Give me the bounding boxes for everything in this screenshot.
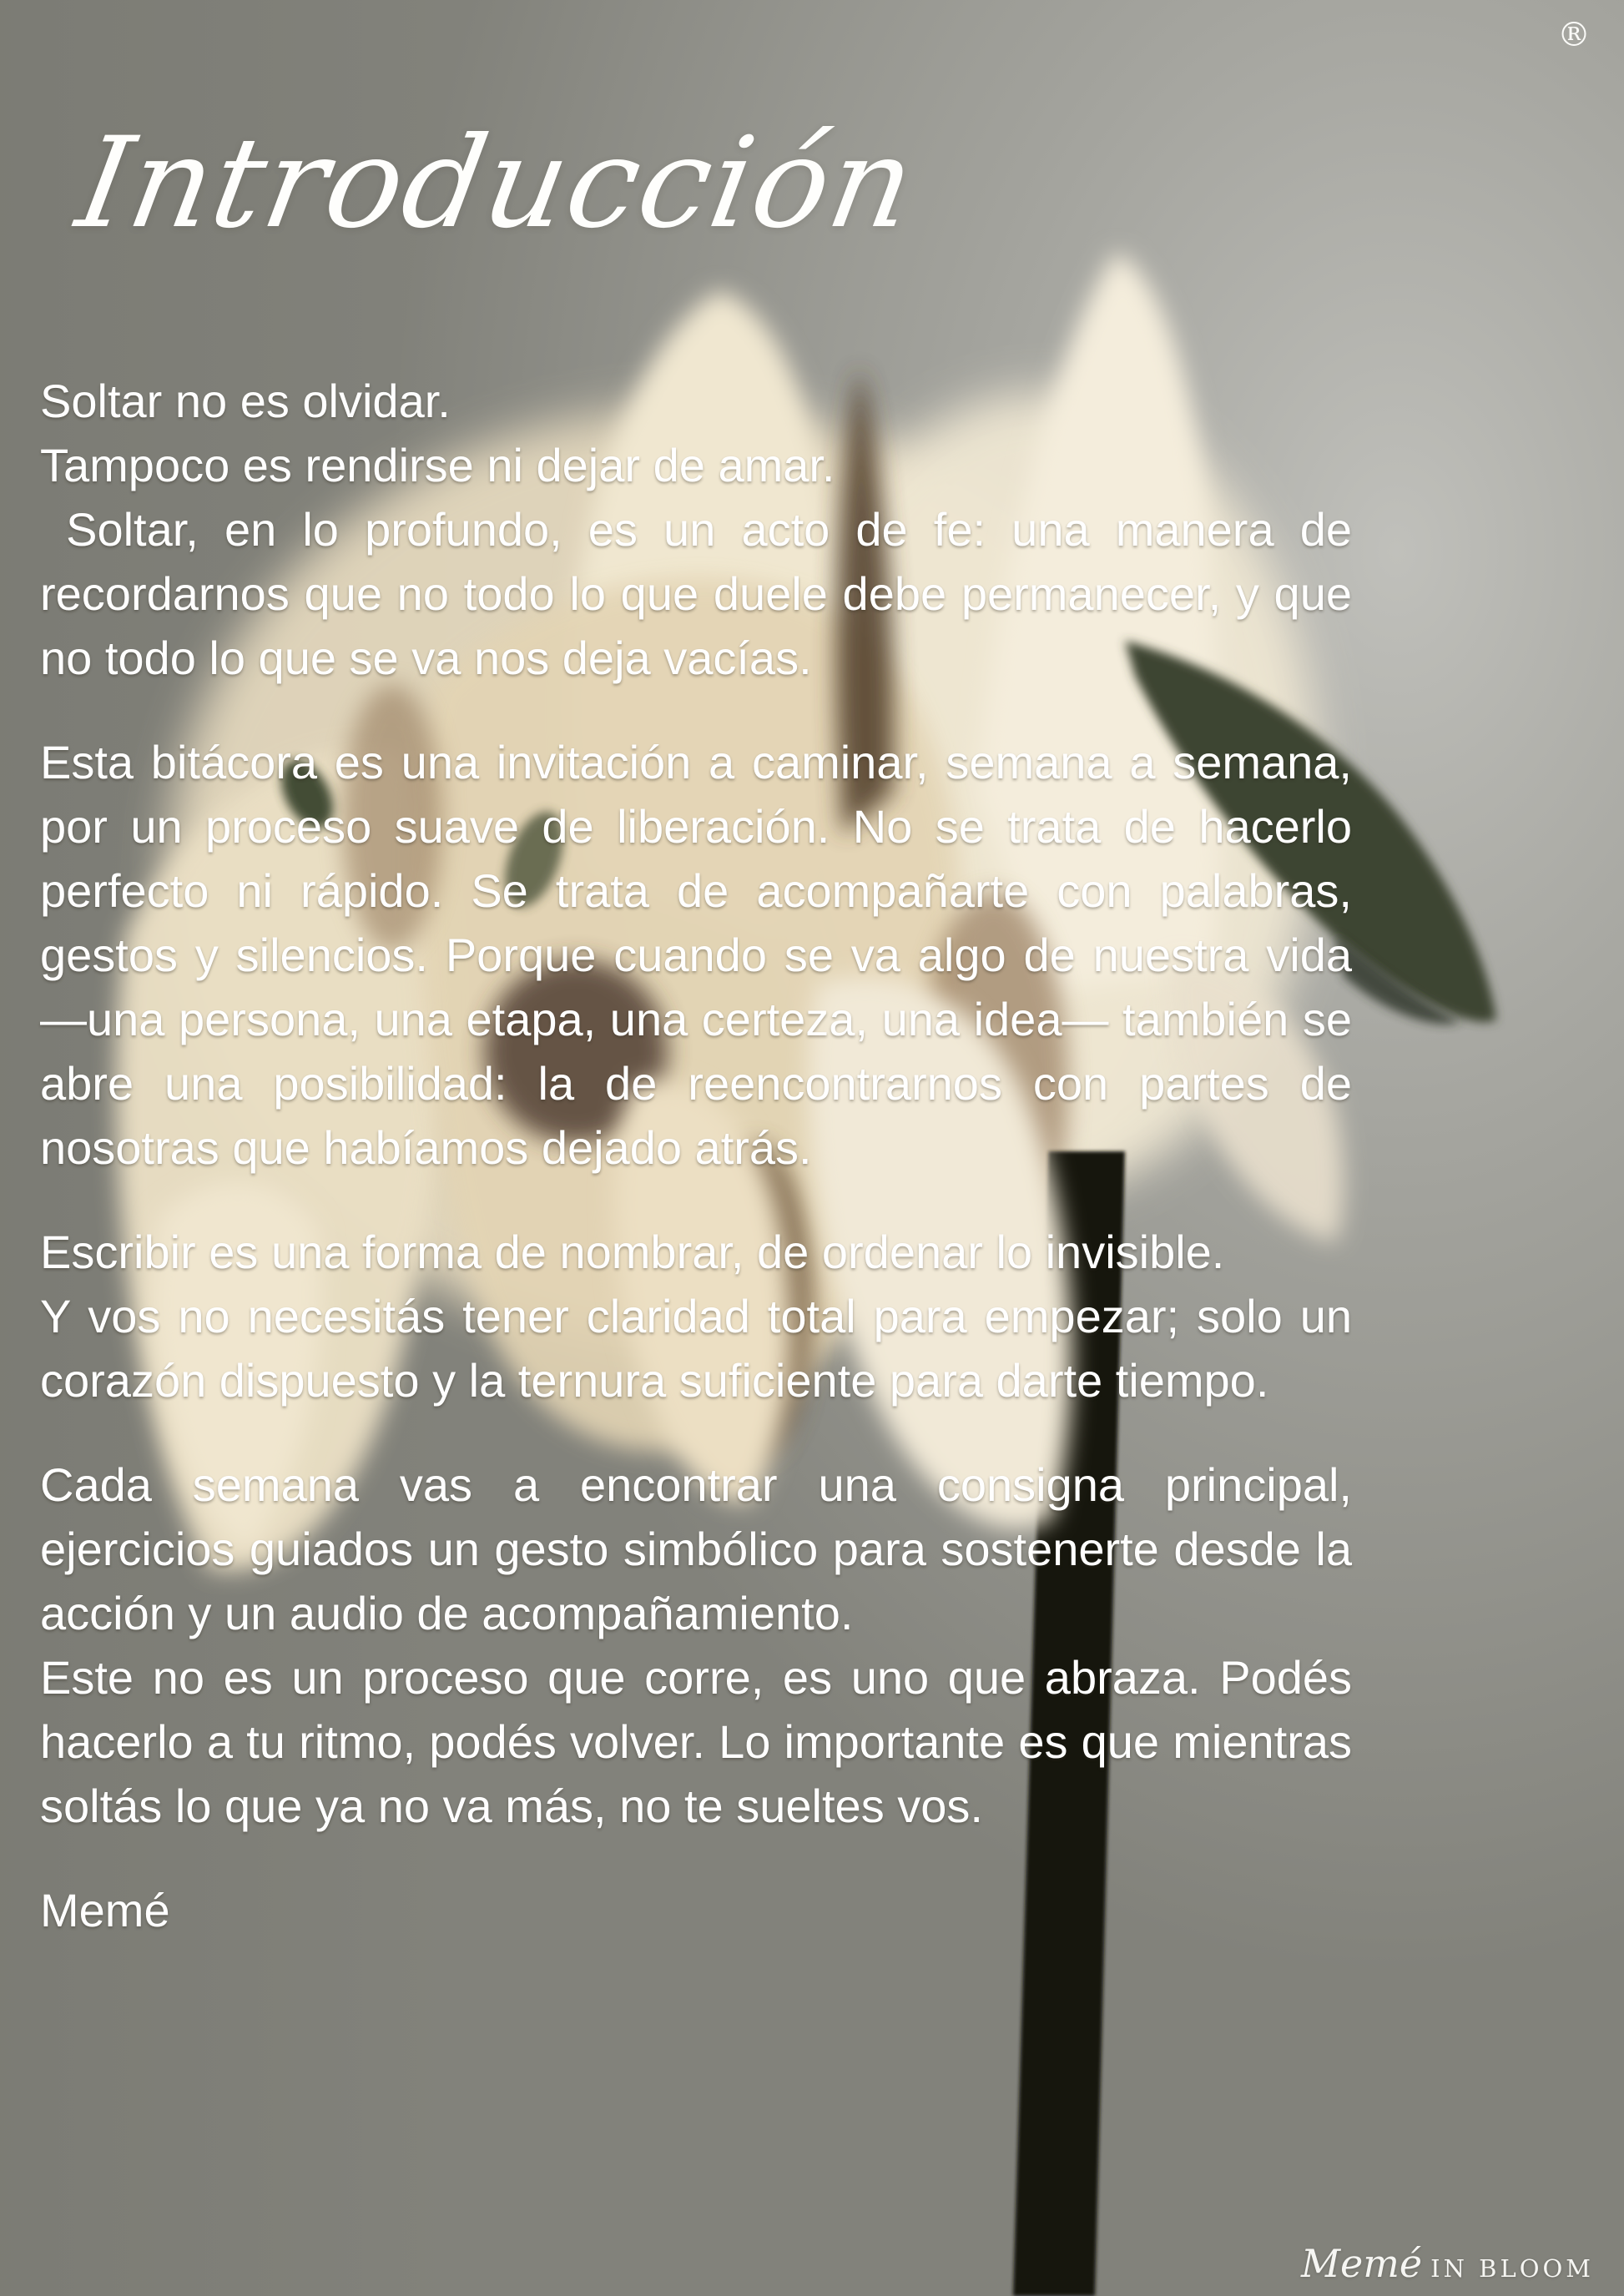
paragraph-4 (40, 1453, 1352, 1838)
signature: Memé (40, 1884, 170, 1936)
body-text (40, 369, 1352, 1942)
text-line: Soltar no es olvidar. (40, 375, 451, 427)
brand-logo (1300, 2241, 1594, 2286)
text-block: Este no es un proceso que corre, es uno que abraza. Podés hacerlo a tu ritmo, podés volver. Lo importante es que mientras soltás lo que ya no va más, no te sueltes vos. (40, 1651, 1352, 1832)
brand-logo-caps: IN BLOOM (1430, 2254, 1594, 2283)
paragraph-2 (40, 730, 1352, 1180)
page-title: Introducción (68, 111, 926, 256)
registered-trademark-symbol: ® (1557, 16, 1591, 54)
paragraph-3 (40, 1220, 1352, 1412)
text-line: Tampoco es rendirse ni dejar de amar. (40, 439, 835, 491)
text-block: Y vos no necesitás tener claridad total para empezar; solo un corazón dispuesto y la ternura suficiente para darte tiempo. (40, 1290, 1352, 1407)
text-block: Esta bitácora es una invitación a caminar, semana a semana, por un proceso suave de liberación. No se trata de hacerlo perfecto ni rápido. Se trata de acompañarte con palabras, gestos y silencios. Porque cuando se va algo de nuestra vida —una persona, una etapa, una certeza, una idea— también se abre una posibilidad: la de reencontrarnos con partes de nosotras que habíamos dejado atrás. (40, 736, 1352, 1174)
text-block: Soltar, en lo profundo, es un acto de fe: una manera de recordarnos que no todo lo que duele debe permanecer, y que no todo lo que se va nos deja vacías. (40, 503, 1352, 684)
text-block: Cada semana vas a encontrar una consigna principal, ejercicios guiados un gesto simbólico para sostenerte desde la acción y un audio de acompañamiento. (40, 1458, 1352, 1639)
brand-logo-script: Memé (1300, 2241, 1423, 2286)
text-line: Escribir es una forma de nombrar, de ordenar lo invisible. (40, 1226, 1225, 1278)
paragraph-1 (40, 369, 1352, 690)
